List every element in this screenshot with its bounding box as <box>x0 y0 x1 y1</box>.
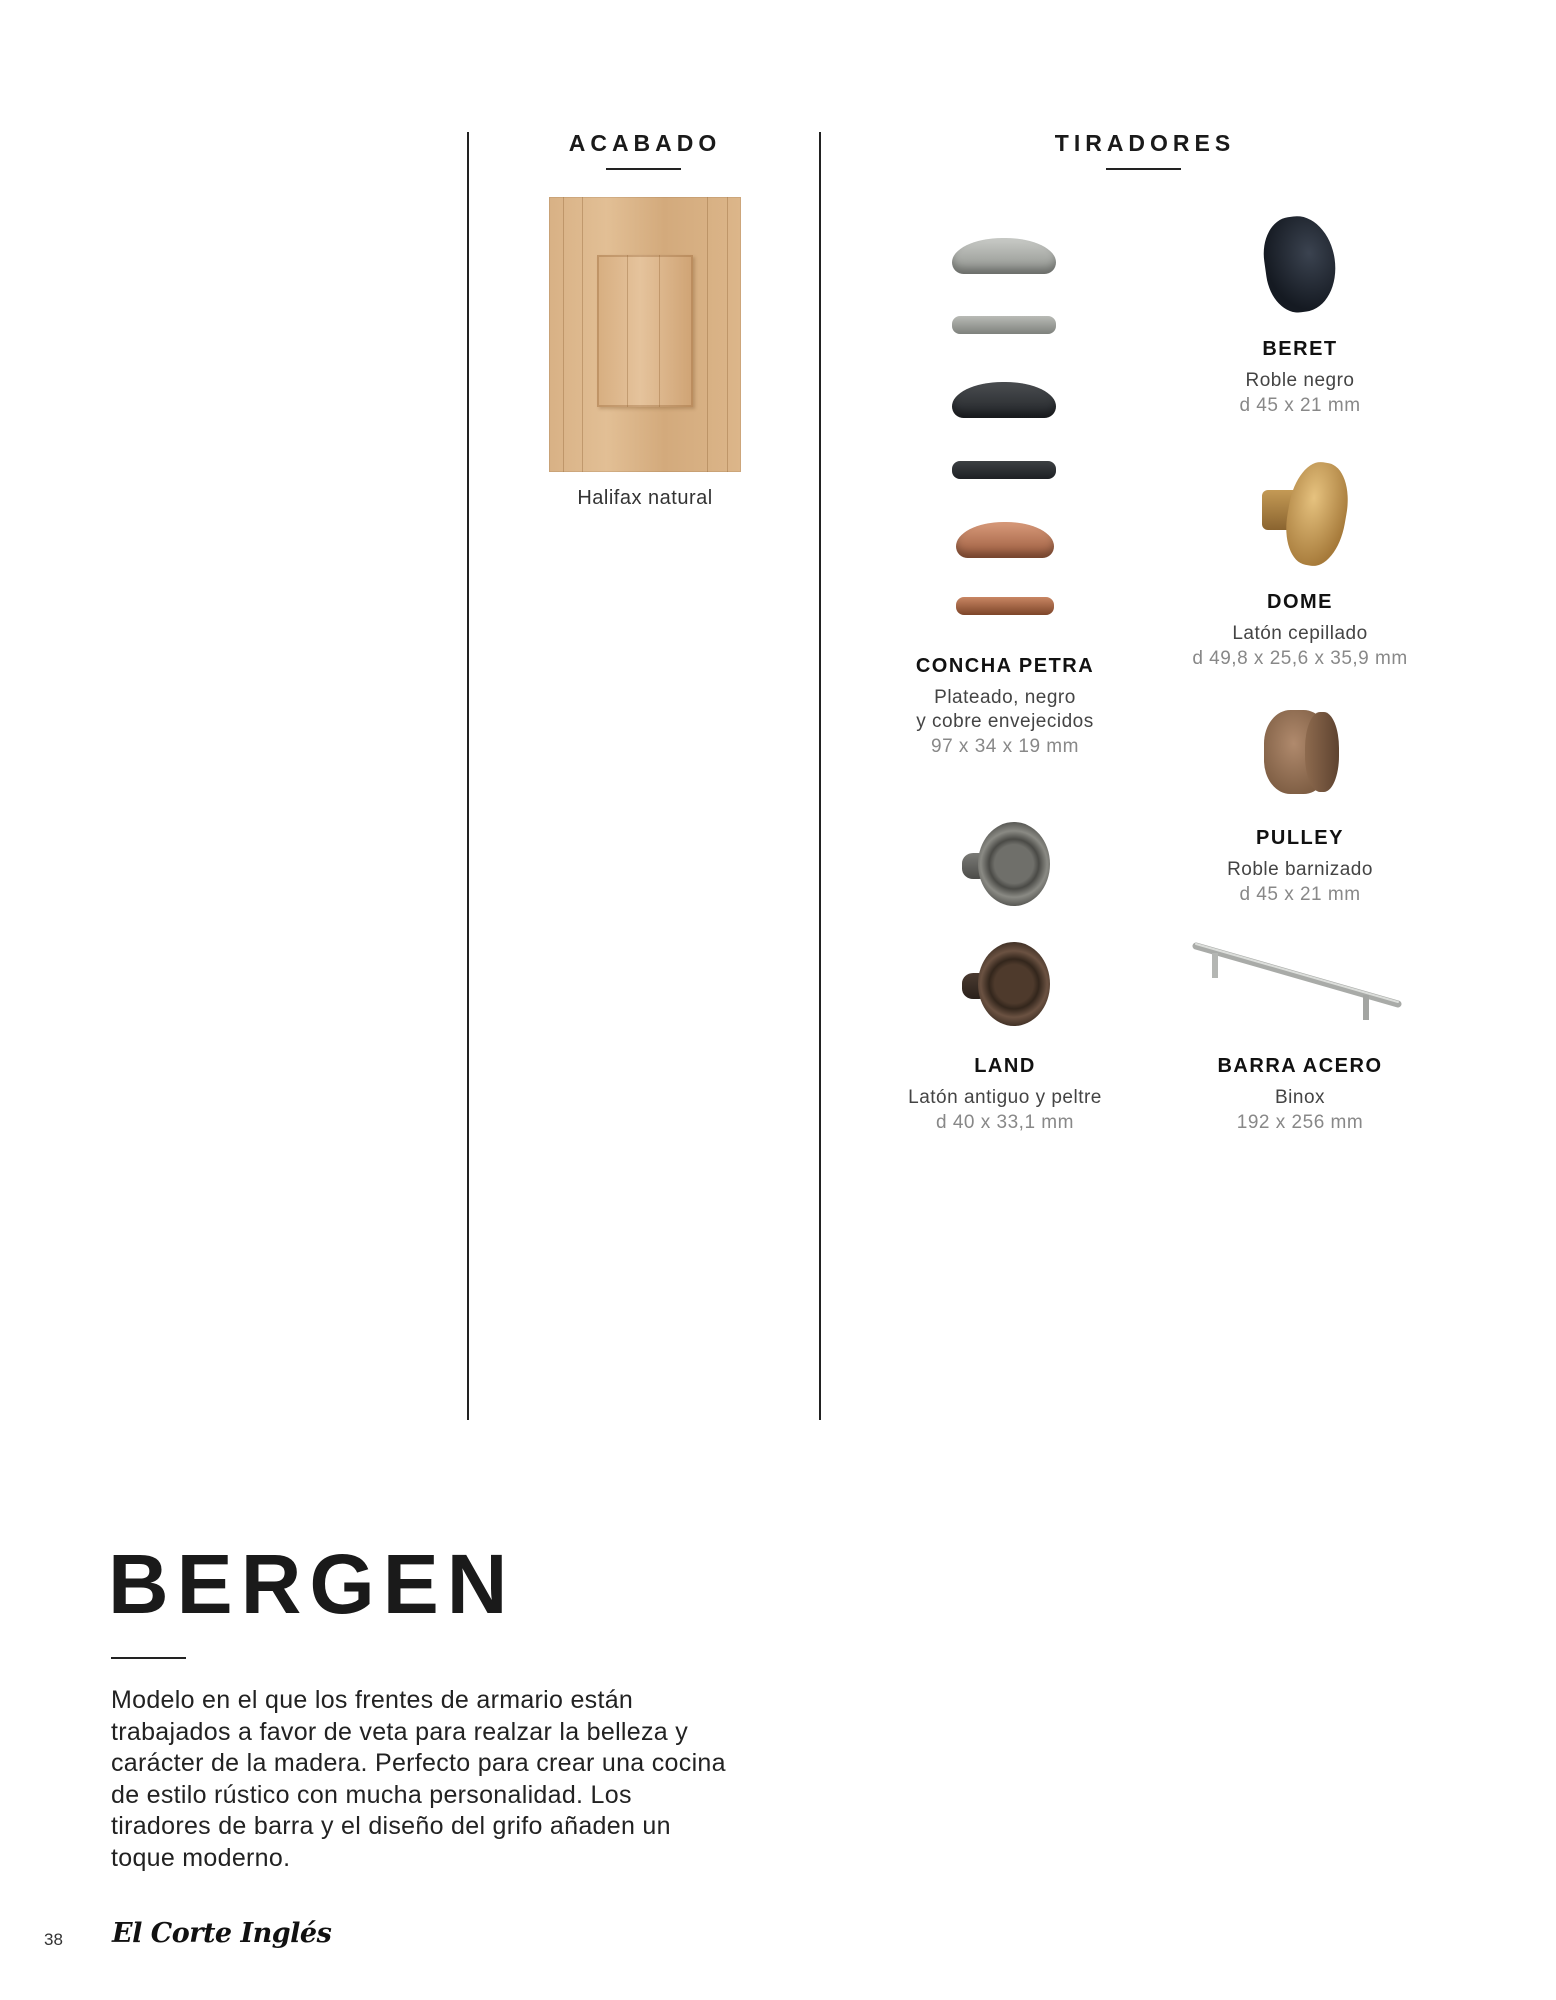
handle-dims: d 40 x 33,1 mm <box>936 1112 1074 1133</box>
handle-desc: Roble negro <box>1245 370 1355 391</box>
brand-logo: El Corte Inglés <box>112 1918 332 1949</box>
handle-concha-petra <box>860 655 1150 760</box>
handle-name: BARRA ACERO <box>1217 1055 1383 1077</box>
handle-desc: Latón antiguo y peltre <box>908 1087 1102 1108</box>
handles-section-title: TIRADORES <box>1054 130 1236 156</box>
handle-desc <box>860 686 1150 734</box>
handle-dims: 192 x 256 mm <box>1236 1112 1364 1133</box>
handle-barra-acero <box>1150 1055 1450 1136</box>
finish-swatch-image <box>549 197 741 472</box>
model-description: Modelo en el que los frentes de armario están trabajados a favor de veta para realzar la belleza y carácter de la madera. Perfecto para crear una cocina de estilo rústico con mucha personalidad. Los tiradores de barra y el diseño del grifo añaden un toque moderno. <box>111 1686 726 1872</box>
handle-pulley <box>1150 827 1450 908</box>
handle-beret <box>1150 338 1450 419</box>
finish-section-title: ACABADO <box>568 130 722 156</box>
door-panel <box>597 255 693 407</box>
handle-name: CONCHA PETRA <box>915 655 1095 677</box>
handle-desc: Binox <box>1274 1087 1326 1108</box>
handle-desc: Roble barnizado <box>1227 859 1373 880</box>
handle-dims: d 49,8 x 25,6 x 35,9 mm <box>1192 648 1408 669</box>
page-number: 38 <box>44 1930 63 1949</box>
finish-caption: Halifax natural <box>577 487 713 509</box>
handle-dome <box>1150 591 1450 672</box>
handle-name: PULLEY <box>1256 827 1344 849</box>
handles-title-underline <box>1106 168 1181 170</box>
handle-dims: 97 x 34 x 19 mm <box>931 736 1079 757</box>
handle-land <box>860 1055 1150 1136</box>
handle-desc-line: y cobre envejecidos <box>916 711 1094 732</box>
model-title: BERGEN <box>108 1537 516 1631</box>
handle-dims: d 45 x 21 mm <box>1239 395 1361 416</box>
handle-name: LAND <box>974 1055 1036 1077</box>
handle-dims: d 45 x 21 mm <box>1239 884 1361 905</box>
divider-right <box>819 132 821 1420</box>
barra-acero-image <box>1190 940 1410 1030</box>
handle-desc: Latón cepillado <box>1232 623 1368 644</box>
beret-knob-image <box>1259 212 1342 317</box>
handle-name: BERET <box>1262 338 1338 360</box>
model-title-rule <box>111 1657 186 1659</box>
handle-desc-line: Plateado, negro <box>934 687 1076 708</box>
finish-title-underline <box>606 168 681 170</box>
handle-name: DOME <box>1267 591 1333 613</box>
divider-left <box>467 132 469 1420</box>
